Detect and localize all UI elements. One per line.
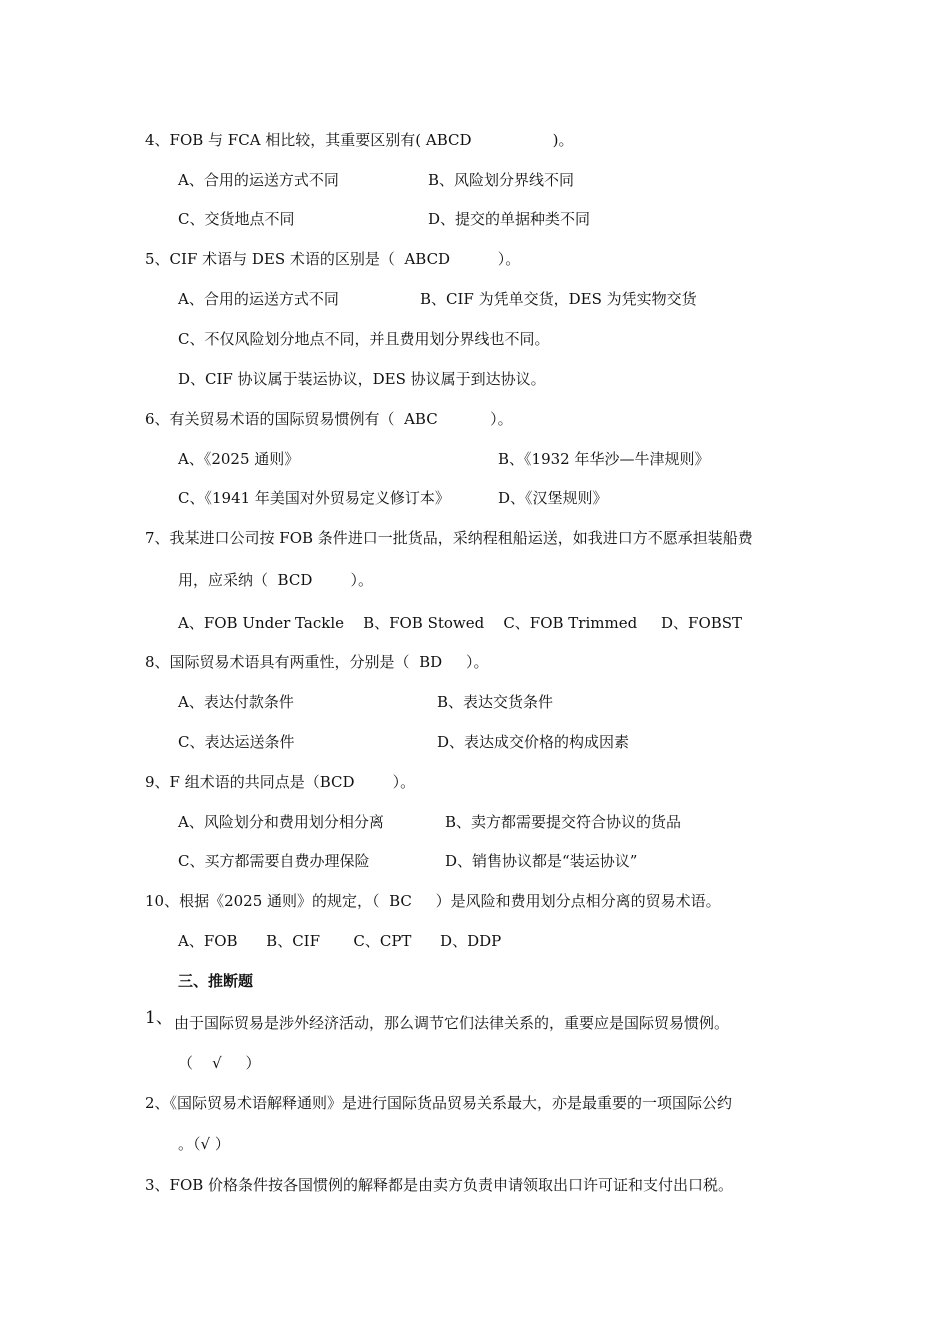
q5-stem: 5、CIF 术语与 DES 术语的区别是（ ABCD ）。 bbox=[145, 250, 521, 268]
q9-option-a: A、风险划分和费用划分相分离 bbox=[178, 813, 384, 831]
q6-stem: 6、有关贸易术语的国际贸易惯例有（ ABC ）。 bbox=[145, 410, 513, 428]
j2-text: 2、《国际贸易术语解释通则》是进行国际货品贸易关系最大，亦是最重要的一项国际公约 bbox=[145, 1094, 733, 1112]
j2-answer: 。（√ ） bbox=[178, 1135, 230, 1153]
q8-option-a: A、表达付款条件 bbox=[178, 693, 294, 711]
q10-stem: 10、根据《2025 通则》的规定，（ BC ）是风险和费用划分点相分离的贸易术语。 bbox=[145, 892, 721, 910]
q8-option-c: C、表达运送条件 bbox=[178, 733, 295, 751]
j1-number: 1、 bbox=[145, 1008, 173, 1028]
q10-options: A、FOB B、CIF C、CPT D、DDP bbox=[178, 932, 502, 950]
q4-option-a: A、合用的运送方式不同 bbox=[178, 171, 339, 189]
q7-stem-line1: 7、我某进口公司按 FOB 条件进口一批货品，采纳程租船运送，如我进口方不愿承担装船费 bbox=[145, 529, 753, 547]
q4-option-b: B、风险划分界线不同 bbox=[428, 171, 575, 189]
q8-stem: 8、国际贸易术语具有两重性，分别是（ BD ）。 bbox=[145, 653, 489, 671]
q9-stem: 9、F 组术语的共同点是（BCD ）。 bbox=[145, 773, 416, 791]
q8-option-d: D、表达成交价格的构成因素 bbox=[437, 733, 630, 751]
q4-option-c: C、交货地点不同 bbox=[178, 210, 295, 228]
section-heading: 三、推断题 bbox=[178, 972, 254, 990]
q5-option-c: C、不仅风险划分地点不同，并且费用划分界线也不同。 bbox=[178, 330, 550, 348]
q6-option-d: D、《汉堡规则》 bbox=[498, 489, 608, 507]
q6-option-a: A、《2025 通则》 bbox=[178, 450, 300, 468]
q7-stem-line2: 用，应采纳（ BCD ）。 bbox=[178, 571, 373, 589]
q9-option-b: B、卖方都需要提交符合协议的货品 bbox=[445, 813, 682, 831]
q7-options: A、FOB Under Tackle B、FOB Stowed C、FOB Trimmed D、FOBST bbox=[178, 614, 743, 632]
q9-option-c: C、买方都需要自费办理保险 bbox=[178, 852, 370, 870]
q4-stem: 4、FOB 与 FCA 相比较，其重要区别有( ABCD )。 bbox=[145, 131, 574, 149]
q8-option-b: B、表达交货条件 bbox=[437, 693, 554, 711]
q9-option-d: D、销售协议都是“装运协议” bbox=[445, 852, 638, 870]
j1-answer: （ √ ） bbox=[178, 1054, 261, 1072]
q5-option-b: B、CIF 为凭单交货，DES 为凭实物交货 bbox=[420, 290, 697, 308]
j1-text: 由于国际贸易是涉外经济活动，那么调节它们法律关系的，重要应是国际贸易惯例。 bbox=[174, 1014, 730, 1032]
j3-text: 3、FOB 价格条件按各国惯例的解释都是由卖方负责申请领取出口许可证和支付出口税。 bbox=[145, 1176, 734, 1194]
q6-option-c: C、《1941 年美国对外贸易定义修订本》 bbox=[178, 489, 450, 507]
q6-option-b: B、《1932 年华沙—牛津规则》 bbox=[498, 450, 710, 468]
q5-option-a: A、合用的运送方式不同 bbox=[178, 290, 339, 308]
q5-option-d: D、CIF 协议属于装运协议，DES 协议属于到达协议。 bbox=[178, 370, 546, 388]
q4-option-d: D、提交的单据种类不同 bbox=[428, 210, 591, 228]
